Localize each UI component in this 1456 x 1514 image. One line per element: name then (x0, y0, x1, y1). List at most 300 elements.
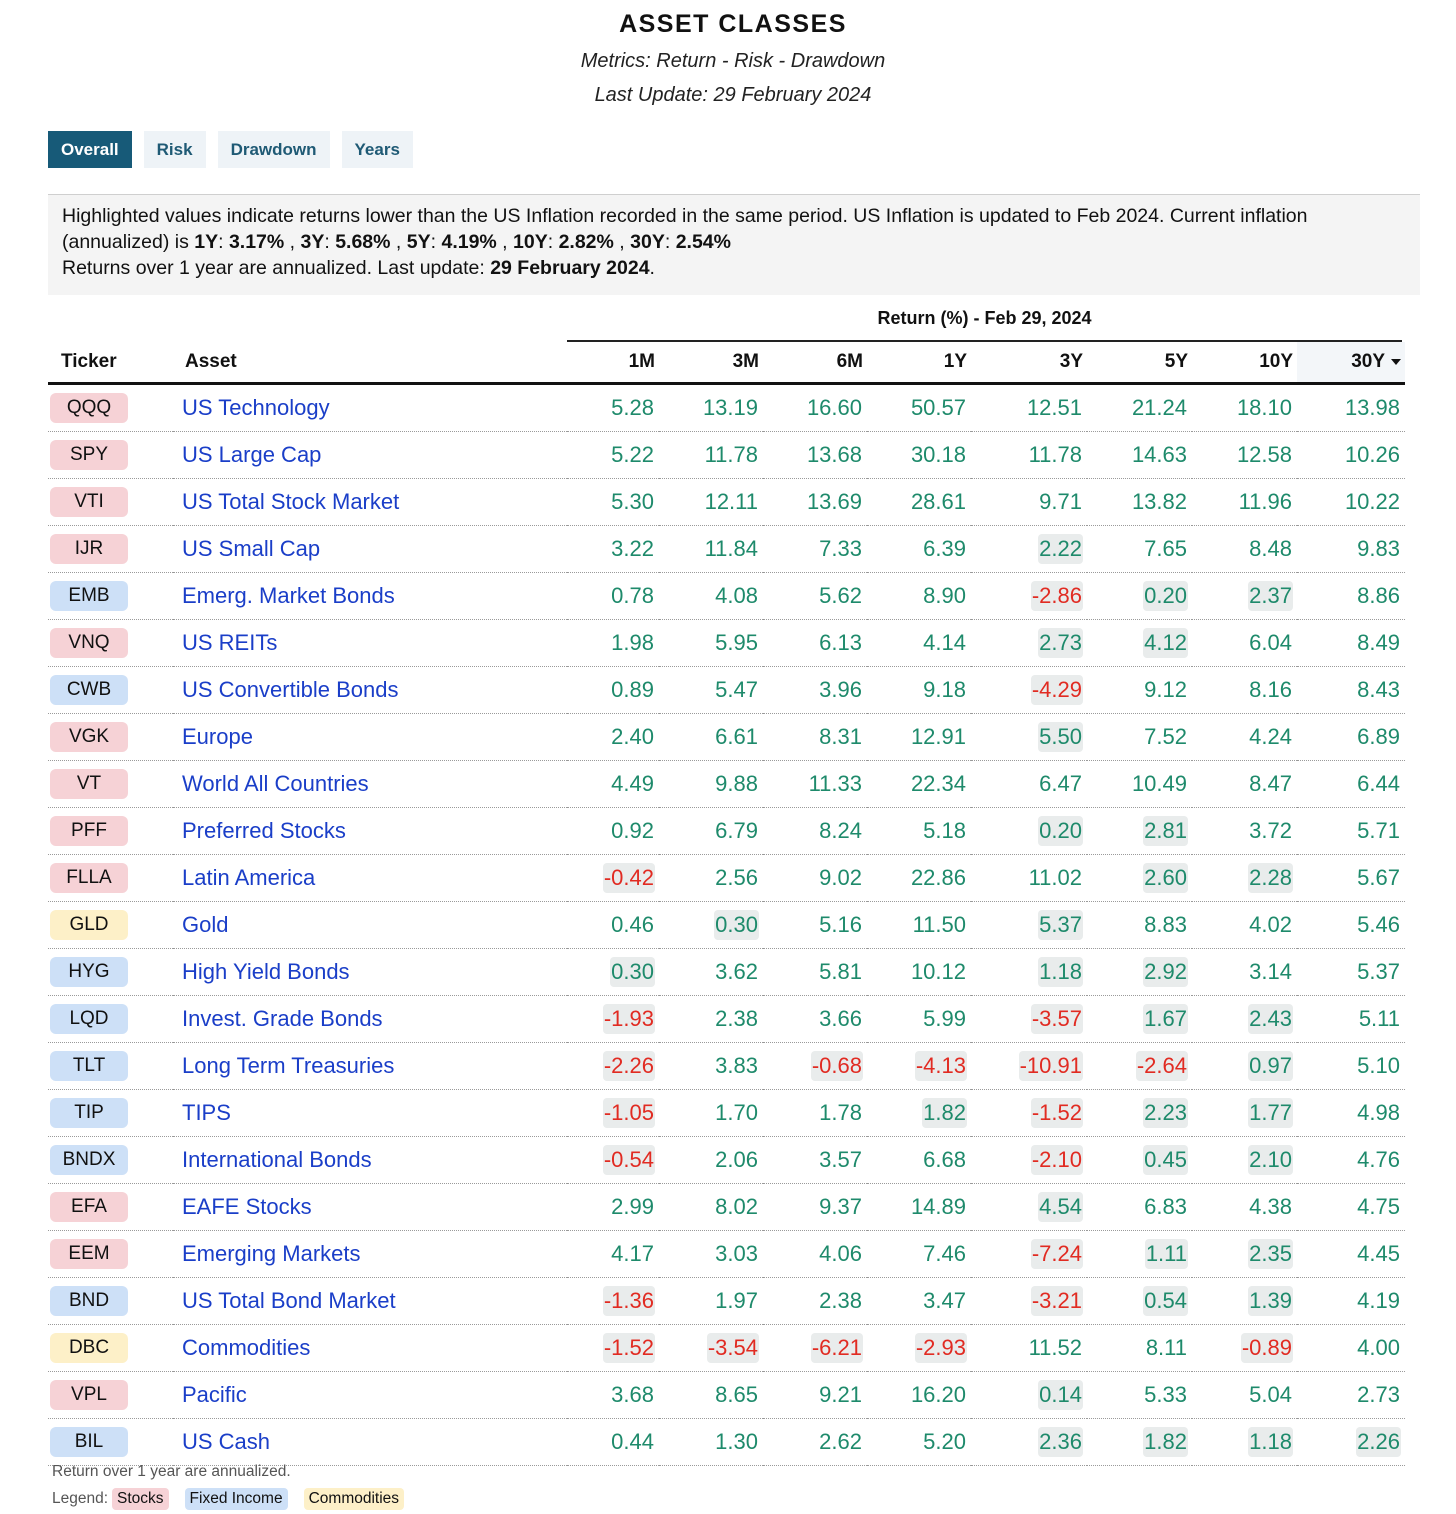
return-value: 2.73 (1038, 628, 1083, 658)
return-cell (1087, 902, 1192, 949)
return-value: 0.97 (1248, 1051, 1293, 1081)
return-cell (867, 1137, 971, 1184)
return-cell (1192, 1043, 1297, 1090)
return-cell (763, 620, 867, 667)
return-cell (763, 855, 867, 902)
return-cell (1297, 949, 1405, 996)
return-cell (971, 855, 1087, 902)
return-cell (659, 761, 763, 808)
return-value: 3.96 (819, 677, 862, 702)
return-cell (567, 432, 659, 479)
legend-fixed-income: Fixed Income (185, 1488, 288, 1510)
return-value: 2.26 (1356, 1427, 1401, 1457)
return-value: 8.47 (1249, 771, 1292, 796)
return-value: -2.86 (1031, 581, 1083, 611)
return-cell (1087, 620, 1192, 667)
inflation-info-box: Highlighted values indicate returns lower than the US Inflation recorded in the same period. US Inflation is updated to Feb 2024. Current inflation (annualized) is 1Y: 3.17% , 3Y: 5.68% , 5Y: 4.19% , 10Y: 2.82% , 30Y: 2.54% Returns over 1 year are annualized. Last update: 29 February 2024. (48, 194, 1420, 295)
return-cell (1087, 996, 1192, 1043)
table-row (48, 432, 1405, 479)
return-cell (1087, 855, 1192, 902)
return-value: 2.22 (1038, 534, 1083, 564)
return-value: 6.89 (1357, 724, 1400, 749)
return-value: 3.03 (715, 1241, 758, 1266)
return-value: -0.68 (811, 1051, 863, 1081)
table-header-row (48, 342, 1405, 384)
table-row (48, 1043, 1405, 1090)
return-cell (867, 620, 971, 667)
return-value: 5.22 (611, 442, 654, 467)
return-value: 30.18 (910, 442, 966, 467)
return-value: -10.91 (1019, 1051, 1083, 1081)
return-cell (659, 1325, 763, 1372)
return-value: 9.12 (1144, 677, 1187, 702)
asset-link[interactable]: Emerging Markets (173, 1231, 567, 1278)
return-value: 2.28 (1248, 863, 1293, 893)
return-cell (659, 526, 763, 573)
asset-link[interactable]: Commodities (173, 1325, 567, 1372)
table-body (48, 384, 1405, 1466)
asset-link[interactable]: US Small Cap (173, 526, 567, 573)
table-row (48, 526, 1405, 573)
return-value: 2.99 (611, 1194, 654, 1219)
return-cell (1087, 526, 1192, 573)
return-cell (763, 1137, 867, 1184)
ticker-cell (48, 432, 173, 479)
asset-link[interactable]: International Bonds (173, 1137, 567, 1184)
ticker-badge[interactable]: PFF (50, 816, 128, 846)
return-cell (1192, 902, 1297, 949)
ticker-cell (48, 761, 173, 808)
return-cell (659, 1137, 763, 1184)
annualized-note: Return over 1 year are annualized. (52, 1463, 291, 1480)
return-cell (567, 1325, 659, 1372)
return-cell (1297, 432, 1405, 479)
asset-link[interactable]: US Technology (173, 384, 567, 432)
return-value: 7.46 (923, 1241, 966, 1266)
col-header-1m[interactable]: 1M (567, 342, 659, 384)
return-cell (1087, 808, 1192, 855)
return-cell (1297, 384, 1405, 432)
info-annualized-text: Returns over 1 year are annualized. Last update: (62, 257, 491, 279)
asset-link[interactable]: World All Countries (173, 761, 567, 808)
return-value: 5.81 (819, 959, 862, 984)
return-value: 2.38 (819, 1288, 862, 1313)
ticker-cell (48, 1184, 173, 1231)
inflation-values: 1Y: 3.17% , 3Y: 5.68% , 5Y: 4.19% , 10Y: 2.82% , 30Y: 2.54% (194, 231, 731, 253)
col-header-1y[interactable]: 1Y (867, 342, 971, 384)
return-cell (971, 1137, 1087, 1184)
return-value: 10.49 (1131, 771, 1187, 796)
return-cell (763, 949, 867, 996)
tab-risk[interactable]: Risk (144, 131, 206, 168)
asset-link[interactable]: Long Term Treasuries (173, 1043, 567, 1090)
return-value: 0.20 (1038, 816, 1083, 846)
return-value: 16.60 (806, 395, 862, 420)
return-value: 2.06 (715, 1147, 758, 1172)
return-value: 1.18 (1248, 1427, 1293, 1457)
return-cell (971, 902, 1087, 949)
return-cell (659, 667, 763, 714)
return-cell (1297, 1137, 1405, 1184)
return-cell (659, 573, 763, 620)
return-cell (1087, 1137, 1192, 1184)
return-value: 7.52 (1144, 724, 1187, 749)
return-value: 11.52 (1028, 1335, 1082, 1360)
return-cell (1087, 1043, 1192, 1090)
ticker-badge[interactable]: VPL (50, 1380, 128, 1410)
return-cell (971, 432, 1087, 479)
return-value: -4.13 (915, 1051, 967, 1081)
return-value: 9.02 (819, 865, 862, 890)
return-value: 22.34 (910, 771, 966, 796)
return-value: 5.11 (1358, 1006, 1400, 1031)
ticker-cell (48, 1419, 173, 1466)
return-cell (867, 949, 971, 996)
return-value: 6.44 (1357, 771, 1400, 796)
asset-link[interactable]: Europe (173, 714, 567, 761)
return-cell (567, 996, 659, 1043)
return-cell (763, 384, 867, 432)
return-value: 2.73 (1357, 1382, 1400, 1407)
ticker-badge[interactable]: LQD (50, 1004, 128, 1034)
return-value: 6.61 (715, 724, 758, 749)
tab-years[interactable]: Years (342, 131, 413, 168)
return-cell (1087, 432, 1192, 479)
return-cell (567, 1137, 659, 1184)
return-cell (1192, 432, 1297, 479)
return-value: 13.19 (702, 395, 758, 420)
ticker-badge[interactable]: GLD (50, 910, 128, 940)
table-row (48, 620, 1405, 667)
return-cell (971, 479, 1087, 526)
return-cell (1297, 855, 1405, 902)
ticker-badge[interactable]: FLLA (50, 863, 128, 893)
return-value: 12.91 (910, 724, 966, 749)
return-value: 1.82 (922, 1098, 967, 1128)
return-cell (659, 902, 763, 949)
ticker-cell (48, 1231, 173, 1278)
return-cell (567, 620, 659, 667)
asset-link[interactable]: Preferred Stocks (173, 808, 567, 855)
return-value: 11.78 (704, 442, 758, 467)
return-value: 10.22 (1344, 489, 1400, 514)
asset-link[interactable]: EAFE Stocks (173, 1184, 567, 1231)
return-value: 4.02 (1249, 912, 1292, 937)
col-header-asset[interactable]: Asset (173, 342, 567, 384)
return-value: 2.37 (1248, 581, 1293, 611)
return-cell (763, 1231, 867, 1278)
return-value: 5.04 (1249, 1382, 1292, 1407)
ticker-cell (48, 620, 173, 667)
return-value: 13.98 (1344, 395, 1400, 420)
ticker-cell (48, 1278, 173, 1325)
ticker-badge[interactable]: VT (50, 769, 128, 799)
return-value: 4.17 (611, 1241, 654, 1266)
return-cell (1297, 714, 1405, 761)
ticker-cell (48, 573, 173, 620)
ticker-cell (48, 902, 173, 949)
return-cell (763, 1184, 867, 1231)
return-value: 0.14 (1038, 1380, 1083, 1410)
return-value: 0.30 (610, 957, 655, 987)
return-value: 4.19 (1357, 1288, 1400, 1313)
return-value: 8.11 (1145, 1335, 1187, 1360)
return-value: -1.05 (603, 1098, 655, 1128)
return-value: -3.21 (1031, 1286, 1083, 1316)
return-cell (1297, 667, 1405, 714)
return-value: -1.52 (603, 1333, 655, 1363)
return-cell (567, 714, 659, 761)
return-cell (971, 1231, 1087, 1278)
return-cell (763, 761, 867, 808)
table-row (48, 1372, 1405, 1419)
return-value: 5.37 (1038, 910, 1083, 940)
return-value: 6.39 (923, 536, 966, 561)
return-value: 4.75 (1357, 1194, 1400, 1219)
return-cell (1192, 573, 1297, 620)
table-row (48, 1278, 1405, 1325)
return-cell (1087, 1325, 1192, 1372)
return-value: 3.47 (923, 1288, 966, 1313)
return-value: 5.99 (923, 1006, 966, 1031)
return-value: 21.24 (1131, 395, 1187, 420)
info-text: Highlighted values indicate returns lower than the US Inflation recorded in the same period. US Inflation is updated to Feb 2024. Current inflation (annualized) is (62, 205, 1308, 253)
return-cell (763, 1043, 867, 1090)
return-cell (567, 855, 659, 902)
return-value: 8.65 (715, 1382, 758, 1407)
return-cell (867, 808, 971, 855)
return-value: 2.60 (1143, 863, 1188, 893)
asset-link[interactable]: US Large Cap (173, 432, 567, 479)
return-value: 2.43 (1248, 1004, 1293, 1034)
return-value: 1.82 (1143, 1427, 1188, 1457)
return-cell (1192, 1231, 1297, 1278)
asset-link[interactable]: US Cash (173, 1419, 567, 1466)
ticker-badge[interactable]: CWB (50, 675, 128, 705)
col-header-6m[interactable]: 6M (763, 342, 867, 384)
return-cell (1297, 1090, 1405, 1137)
return-cell (867, 902, 971, 949)
return-cell (1297, 620, 1405, 667)
return-value: 0.46 (611, 912, 654, 937)
return-cell (659, 808, 763, 855)
ticker-badge[interactable]: IJR (50, 534, 128, 564)
return-value: 0.45 (1143, 1145, 1188, 1175)
return-cell (1297, 479, 1405, 526)
return-cell (567, 573, 659, 620)
asset-link[interactable]: Invest. Grade Bonds (173, 996, 567, 1043)
return-value: -1.52 (1031, 1098, 1083, 1128)
return-cell (763, 1090, 867, 1137)
ticker-badge[interactable]: EFA (50, 1192, 128, 1222)
ticker-badge[interactable]: SPY (50, 440, 128, 470)
return-value: 2.23 (1143, 1098, 1188, 1128)
table-row (48, 573, 1405, 620)
ticker-badge[interactable]: HYG (50, 957, 128, 987)
return-value: 4.38 (1249, 1194, 1292, 1219)
return-value: 2.40 (611, 724, 654, 749)
return-cell (1297, 996, 1405, 1043)
return-cell (867, 384, 971, 432)
return-cell (1297, 1043, 1405, 1090)
return-value: 5.47 (715, 677, 758, 702)
table-row (48, 1231, 1405, 1278)
col-header-ticker[interactable]: Ticker (48, 342, 173, 384)
legend-stocks: Stocks (112, 1488, 169, 1510)
page-subtitle: Metrics: Return - Risk - Drawdown (580, 50, 886, 72)
return-cell (1192, 1419, 1297, 1466)
return-value: 4.45 (1357, 1241, 1400, 1266)
return-value: 2.10 (1248, 1145, 1293, 1175)
return-value: 3.83 (715, 1053, 758, 1078)
return-value: 2.56 (715, 865, 758, 890)
return-cell (867, 526, 971, 573)
asset-link[interactable]: Gold (173, 902, 567, 949)
ticker-badge[interactable]: QQQ (50, 393, 128, 423)
return-value: 12.51 (1026, 395, 1082, 420)
tab-drawdown[interactable]: Drawdown (218, 131, 330, 168)
col-header-3m[interactable]: 3M (659, 342, 763, 384)
return-value: 5.50 (1038, 722, 1083, 752)
table-row (48, 855, 1405, 902)
return-cell (1297, 902, 1405, 949)
return-value: -1.93 (603, 1004, 655, 1034)
return-value: 6.47 (1039, 771, 1082, 796)
return-value: 5.10 (1357, 1053, 1400, 1078)
return-cell (971, 620, 1087, 667)
col-header-3y[interactable]: 3Y (971, 342, 1087, 384)
ticker-cell (48, 855, 173, 902)
return-value: 8.90 (923, 583, 966, 608)
return-value: 1.97 (715, 1288, 758, 1313)
return-cell (1087, 479, 1192, 526)
ticker-cell (48, 808, 173, 855)
ticker-badge[interactable]: EMB (50, 581, 128, 611)
return-value: 0.44 (611, 1429, 654, 1454)
return-cell (1087, 1419, 1192, 1466)
return-value: 9.88 (715, 771, 758, 796)
table-row (48, 996, 1405, 1043)
ticker-badge[interactable]: BND (50, 1286, 128, 1316)
return-value: 5.95 (715, 630, 758, 655)
ticker-badge[interactable]: BIL (50, 1427, 128, 1457)
return-value: 1.70 (715, 1100, 758, 1125)
asset-link[interactable]: US REITs (173, 620, 567, 667)
return-cell (567, 902, 659, 949)
return-cell (971, 1372, 1087, 1419)
return-value: 5.67 (1357, 865, 1400, 890)
return-cell (867, 1184, 971, 1231)
return-value: 4.54 (1038, 1192, 1083, 1222)
return-value: 11.50 (912, 912, 966, 937)
return-value: 0.89 (611, 677, 654, 702)
col-header-30y[interactable]: 30Y (1297, 342, 1405, 384)
return-cell (567, 1184, 659, 1231)
asset-link[interactable]: US Convertible Bonds (173, 667, 567, 714)
ticker-badge[interactable]: VNQ (50, 628, 128, 658)
ticker-cell (48, 714, 173, 761)
return-cell (567, 526, 659, 573)
asset-link[interactable]: US Total Bond Market (173, 1278, 567, 1325)
ticker-badge[interactable]: VGK (50, 722, 128, 752)
return-value: 6.79 (715, 818, 758, 843)
return-cell (971, 384, 1087, 432)
return-value: 4.98 (1357, 1100, 1400, 1125)
ticker-cell (48, 1090, 173, 1137)
return-value: 0.54 (1143, 1286, 1188, 1316)
return-value: 13.82 (1131, 489, 1187, 514)
return-value: 12.58 (1236, 442, 1292, 467)
return-value: 3.22 (611, 536, 654, 561)
return-cell (1192, 996, 1297, 1043)
col-header-5y[interactable]: 5Y (1087, 342, 1192, 384)
ticker-cell (48, 1137, 173, 1184)
asset-link[interactable]: High Yield Bonds (173, 949, 567, 996)
return-cell (867, 1278, 971, 1325)
return-cell (567, 667, 659, 714)
return-value: -1.36 (603, 1286, 655, 1316)
asset-link[interactable]: Latin America (173, 855, 567, 902)
ticker-badge[interactable]: TIP (50, 1098, 128, 1128)
return-value: 18.10 (1236, 395, 1292, 420)
return-value: 7.65 (1144, 536, 1187, 561)
asset-link[interactable]: TIPS (173, 1090, 567, 1137)
ticker-badge[interactable]: TLT (50, 1051, 128, 1081)
return-value: 14.63 (1131, 442, 1187, 467)
table-row (48, 667, 1405, 714)
return-value: 0.92 (611, 818, 654, 843)
return-value: 3.68 (611, 1382, 654, 1407)
ticker-badge[interactable]: EEM (50, 1239, 128, 1269)
tab-overall[interactable]: Overall (48, 131, 132, 168)
return-cell (763, 479, 867, 526)
return-cell (567, 761, 659, 808)
return-cell (971, 996, 1087, 1043)
ticker-cell (48, 384, 173, 432)
ticker-badge[interactable]: VTI (50, 487, 128, 517)
return-cell (659, 479, 763, 526)
asset-link[interactable]: US Total Stock Market (173, 479, 567, 526)
return-cell (567, 808, 659, 855)
return-cell (567, 384, 659, 432)
return-value: 0.20 (1143, 581, 1188, 611)
return-cell (659, 432, 763, 479)
return-cell (1192, 714, 1297, 761)
return-cell (867, 1090, 971, 1137)
return-value: 7.33 (819, 536, 862, 561)
ticker-badge[interactable]: DBC (50, 1333, 128, 1363)
asset-link[interactable]: Emerg. Market Bonds (173, 573, 567, 620)
return-cell (1297, 1184, 1405, 1231)
returns-table (48, 342, 1405, 1466)
asset-link[interactable]: Pacific (173, 1372, 567, 1419)
return-value: -6.21 (811, 1333, 863, 1363)
return-value: 0.30 (714, 910, 759, 940)
return-value: 2.81 (1143, 816, 1188, 846)
return-value: 5.46 (1357, 912, 1400, 937)
col-header-10y[interactable]: 10Y (1192, 342, 1297, 384)
return-value: 9.71 (1039, 489, 1082, 514)
return-value: 12.11 (704, 489, 758, 514)
return-value: 22.86 (910, 865, 966, 890)
sort-desc-icon (1391, 359, 1401, 365)
return-value: 3.62 (715, 959, 758, 984)
return-cell (1192, 479, 1297, 526)
return-cell (1297, 573, 1405, 620)
return-value: -2.93 (915, 1333, 967, 1363)
ticker-badge[interactable]: BNDX (50, 1145, 128, 1175)
return-value: 6.83 (1144, 1194, 1187, 1219)
